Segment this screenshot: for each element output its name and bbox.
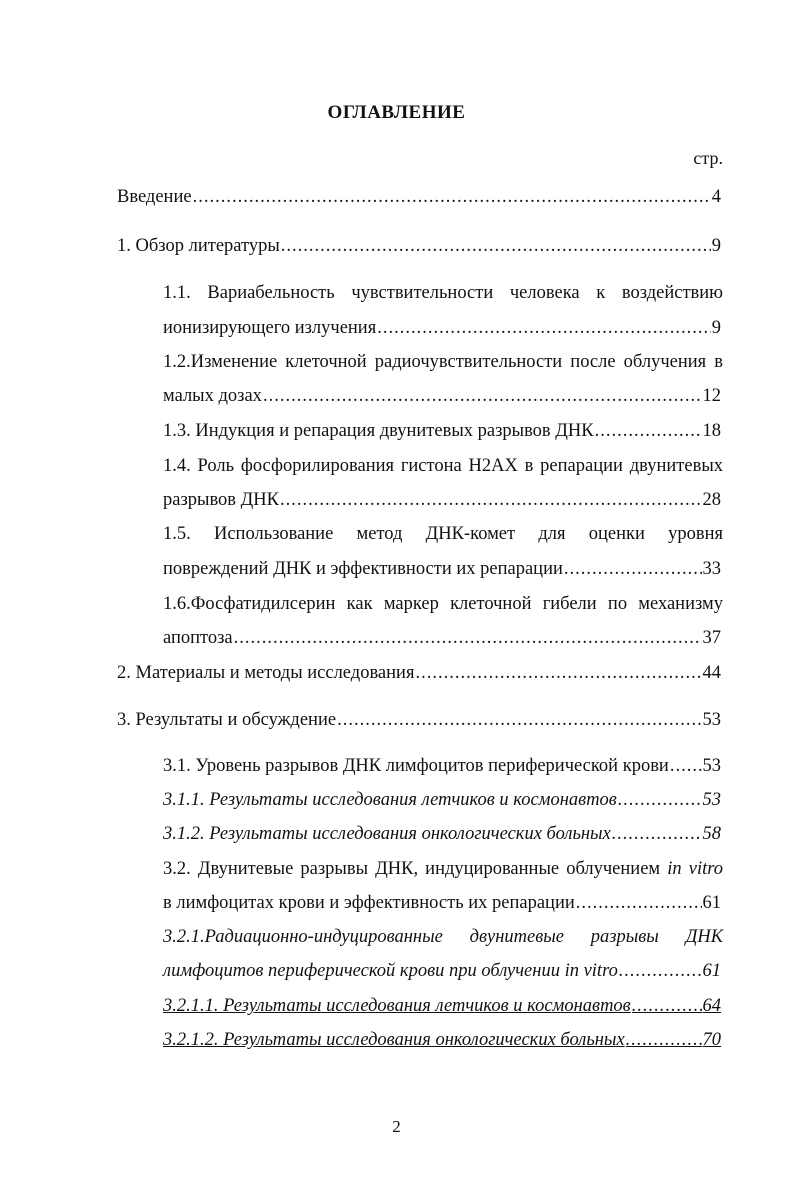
toc-entry-title: 2. Материалы и методы исследования bbox=[117, 663, 415, 683]
toc-entry-page: 9 bbox=[711, 236, 721, 256]
toc-entry-page: 4 bbox=[711, 187, 721, 207]
toc-entry-page: 33 bbox=[702, 559, 721, 579]
toc-entry-line[interactable]: 3.2.1.Радиационно-индуцированные двунитевые разрывы ДНК bbox=[163, 927, 723, 947]
toc-entry-page: 61 bbox=[702, 961, 721, 981]
toc-entry[interactable] bbox=[163, 1027, 721, 1053]
toc-entry[interactable] bbox=[163, 993, 721, 1019]
toc-entry-title: апоптоза bbox=[163, 628, 233, 648]
toc-entry-title: ионизирующего излучения bbox=[163, 318, 377, 338]
toc-entry-title: разрывов ДНК bbox=[163, 490, 279, 510]
toc-entry[interactable] bbox=[163, 787, 721, 813]
toc-entry-line[interactable] bbox=[163, 856, 723, 882]
toc-entry[interactable] bbox=[117, 660, 721, 686]
toc-entry-line[interactable]: 1.2.Изменение клеточной радиочувствительности после облучения в bbox=[163, 352, 723, 372]
toc-entry-title: 3.2.1.2. Результаты исследования онкологических больных bbox=[163, 1030, 625, 1050]
toc-entry-page: 53 bbox=[702, 756, 721, 776]
toc-entry[interactable] bbox=[117, 184, 721, 210]
toc-entry-title: 1. Обзор литературы bbox=[117, 236, 280, 256]
page-column-label: стр. bbox=[693, 148, 723, 168]
toc-entry-page: 61 bbox=[702, 893, 721, 913]
toc-entry[interactable] bbox=[163, 958, 721, 984]
toc-entry[interactable] bbox=[163, 315, 721, 341]
toc-entry-page: 53 bbox=[702, 710, 721, 730]
toc-entry-title: 3.1.1. Результаты исследования летчиков и космонавтов bbox=[163, 790, 617, 810]
toc-entry[interactable] bbox=[163, 753, 721, 779]
toc-entry[interactable] bbox=[163, 383, 721, 409]
page-number: 2 bbox=[392, 1117, 401, 1136]
toc-entry[interactable] bbox=[117, 233, 721, 259]
toc-entry-title: Введение bbox=[117, 187, 192, 207]
toc-entry-title: в лимфоцитах крови и эффективность их репарации bbox=[163, 893, 575, 913]
toc-entry-title: малых дозах bbox=[163, 386, 262, 406]
toc-entry[interactable] bbox=[163, 487, 721, 513]
toc-entry-line[interactable]: 1.4. Роль фосфорилирования гистона Н2АХ в репарации двунитевых bbox=[163, 456, 723, 476]
toc-entry-title: повреждений ДНК и эффективности их репарации bbox=[163, 559, 563, 579]
toc-entry-page: 70 bbox=[702, 1030, 721, 1050]
toc-entry-line[interactable]: 1.6.Фосфатидилсерин как маркер клеточной гибели по механизму bbox=[163, 594, 723, 614]
toc-entry-title: 3.1.2. Результаты исследования онкологических больных bbox=[163, 824, 611, 844]
toc-entry-page: 28 bbox=[702, 490, 721, 510]
toc-entry-page: 18 bbox=[702, 421, 721, 441]
toc-entry[interactable] bbox=[117, 707, 721, 733]
toc-entry-page: 53 bbox=[702, 790, 721, 810]
toc-entry[interactable] bbox=[163, 821, 721, 847]
toc-entry[interactable] bbox=[163, 556, 721, 582]
toc-entry-page: 64 bbox=[702, 996, 721, 1016]
toc-entry[interactable] bbox=[163, 418, 721, 444]
toc-entry-line[interactable]: 1.5. Использование метод ДНК-комет для оценки уровня bbox=[163, 524, 723, 544]
toc-entry-title: лимфоцитов периферической крови при облучении in vitro bbox=[163, 961, 618, 981]
toc-entry-text-italic: in vitro bbox=[667, 859, 723, 879]
page-title: ОГЛАВЛЕНИЕ bbox=[327, 102, 466, 123]
toc-entry-line[interactable]: 1.1. Вариабельность чувствительности человека к воздействию bbox=[163, 283, 723, 303]
toc-entry-title: 3.2.1.1. Результаты исследования летчиков и космонавтов bbox=[163, 996, 631, 1016]
toc-entry-text: 3.2. Двунитевые разрывы ДНК, индуцированные облучением bbox=[163, 859, 668, 879]
toc-entry[interactable] bbox=[163, 890, 721, 916]
toc-entry-page: 9 bbox=[711, 318, 721, 338]
toc-entry-page: 58 bbox=[702, 824, 721, 844]
toc-entry-title: 3. Результаты и обсуждение bbox=[117, 710, 337, 730]
toc-entry-title: 3.1. Уровень разрывов ДНК лимфоцитов периферической крови bbox=[163, 756, 669, 776]
toc-entry[interactable] bbox=[163, 625, 721, 651]
toc-entry-page: 37 bbox=[702, 628, 721, 648]
toc-entry-title: 1.3. Индукция и репарация двунитевых разрывов ДНК bbox=[163, 421, 594, 441]
toc-entry-page: 12 bbox=[702, 386, 721, 406]
toc-entry-page: 44 bbox=[702, 663, 721, 683]
